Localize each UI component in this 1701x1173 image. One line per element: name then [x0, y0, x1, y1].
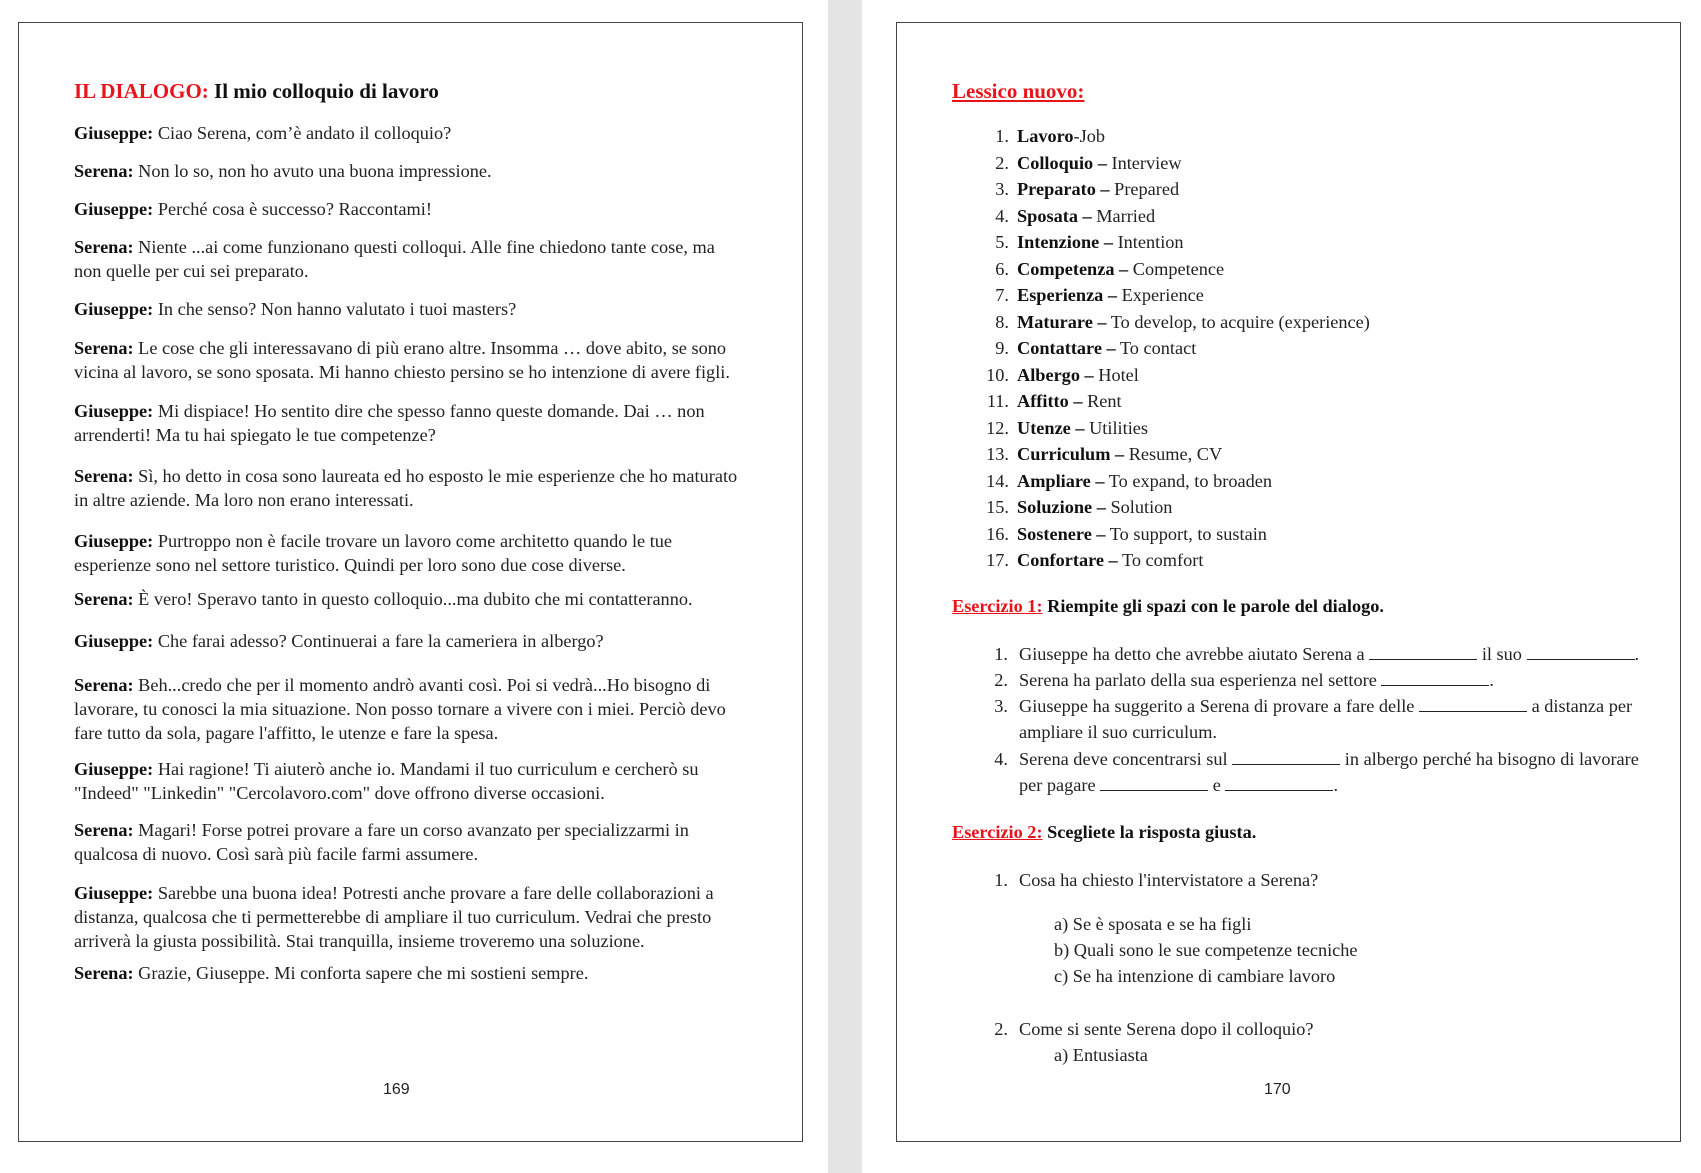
question-text: Cosa ha chiesto l'intervistatore a Serena? [1019, 870, 1319, 890]
item-text-part: e [1212, 775, 1221, 795]
vocab-item [982, 229, 1184, 256]
dialogue-line: lavorare, tu conosci la mia situazione. Non posso tornare a vivere con i miei. Perciò devo [74, 699, 726, 719]
vocab-meaning: Job [1079, 126, 1106, 146]
fill-blank[interactable] [1381, 667, 1489, 686]
fill-blank[interactable] [1100, 772, 1208, 791]
item-text-part: Giuseppe ha suggerito a Serena di provare a fare delle [1019, 696, 1415, 716]
vocab-item [982, 203, 1155, 230]
vocab-meaning: Utilities [1089, 417, 1148, 438]
dialogue-turn [74, 629, 814, 653]
vocab-item [982, 123, 1105, 150]
dialogue-line: "Indeed" "Linkedin" "Cercolavoro.com" dove offrono diverse occasioni. [74, 783, 605, 803]
vocab-number: 1. [995, 126, 1009, 146]
speaker-name: Giuseppe: [74, 199, 154, 219]
page-number: 169 [383, 1081, 410, 1098]
dialogue-line: Sì, ho detto in cosa sono laureata ed ho esposto le mie esperienze che ho maturato [138, 466, 738, 486]
dialogue-turn [74, 464, 814, 512]
dialogue-line: non quelle per cui sei preparato. [74, 261, 309, 281]
dialogue-turn [74, 818, 814, 866]
item-text-part: il suo [1481, 644, 1522, 664]
question-number: 1. [994, 870, 1008, 890]
vocab-item [982, 388, 1122, 415]
vocab-term: Contattare – [1017, 338, 1116, 358]
item-text-part: a distanza per [1531, 696, 1633, 716]
vocab-number: 15. [986, 497, 1009, 517]
speaker-name: Serena: [74, 589, 134, 609]
answer-option[interactable]: a) Se è sposata e se ha figli [1054, 914, 1252, 934]
vocab-number: 2. [995, 152, 1009, 173]
speaker-name: Serena: [74, 161, 134, 181]
vocab-meaning: Competence [1132, 258, 1225, 279]
dialogue-turn [74, 336, 814, 384]
vocab-number: 4. [995, 205, 1009, 226]
vocab-term: Preparato – [1017, 179, 1110, 199]
dialogue-line: distanza, qualcosa che ti permetterebbe di ampliare il tuo curriculum. Vedrai che presto [74, 907, 712, 927]
exercise-1-heading [952, 596, 1384, 617]
dialogue-line: Non lo so, non ho avuto una buona impressione. [138, 161, 492, 181]
item-text [1019, 746, 1639, 773]
item-text-part: . [1634, 644, 1640, 664]
vocab-term: Lavoro [1017, 126, 1074, 146]
dialogue-line: Ciao Serena, com’è andato il colloquio? [157, 123, 452, 143]
vocab-number: 16. [986, 523, 1009, 544]
speaker-name: Giuseppe: [74, 531, 154, 551]
vocab-meaning: Married [1096, 205, 1156, 226]
item-text: ampliare il suo curriculum. [1019, 722, 1217, 742]
dialogue-line: Perché cosa è successo? Raccontami! [157, 199, 432, 219]
vocab-item [982, 494, 1172, 521]
dialogue-turn [74, 673, 814, 745]
vocab-item [982, 282, 1204, 309]
dialogue-line: qualcosa di nuovo. Così sarà più facile farmi assumere. [74, 844, 479, 864]
vocab-item [982, 176, 1179, 203]
vocab-item [982, 150, 1182, 177]
vocab-term: Maturare – [1017, 311, 1107, 332]
dialogue-line: Magari! Forse potrei provare a fare un corso avanzato per specializzarmi in [138, 820, 689, 840]
page-number: 170 [1264, 1081, 1291, 1098]
vocab-meaning: To expand, to broaden [1108, 470, 1272, 491]
vocab-number: 12. [986, 417, 1009, 438]
item-text-part: in albergo perché ha bisogno di lavorare [1344, 749, 1639, 769]
page-gutter [828, 0, 862, 1173]
fill-blank[interactable] [1232, 746, 1340, 765]
vocab-term: Competenza – [1017, 258, 1129, 279]
exercise-1-instructions: Riempite gli spazi con le parole del dialogo. [1047, 596, 1384, 616]
item-number: 1. [994, 644, 1008, 664]
dialogue-line: vicina al lavoro, se sono sposata. Mi hanno chiesto persino se ho intenzione di avere figli. [74, 362, 730, 382]
vocab-number: 11. [986, 391, 1009, 411]
speaker-name: Giuseppe: [74, 883, 154, 903]
vocab-number: 3. [995, 179, 1009, 199]
fill-blank[interactable] [1527, 641, 1635, 660]
vocab-meaning: Experience [1121, 285, 1204, 305]
dialogue-line: Mi dispiace! Ho sentito dire che spesso fanno queste domande. Dai … non [157, 401, 705, 421]
page-170 [896, 22, 1681, 1142]
dialogue-title-label: IL DIALOGO: [74, 79, 209, 103]
dialogue-line: Grazie, Giuseppe. Mi conforta sapere che mi sostieni sempre. [138, 963, 589, 983]
item-text [1019, 693, 1632, 720]
vocab-item [982, 521, 1267, 548]
item-text-part: Giuseppe ha detto che avrebbe aiutato Serena a [1019, 644, 1365, 664]
speaker-name: Serena: [74, 338, 134, 358]
dialogue-turn [74, 159, 814, 183]
vocab-item [982, 441, 1222, 468]
vocab-number: 7. [995, 285, 1009, 305]
vocab-item [982, 547, 1203, 574]
item-text-part: Serena ha parlato della sua esperienza nel settore [1019, 670, 1377, 690]
answer-option[interactable]: c) Se ha intenzione di cambiare lavoro [1054, 966, 1336, 986]
vocab-term: Albergo – [1017, 364, 1094, 385]
vocab-number: 8. [995, 311, 1009, 332]
item-number: 3. [994, 696, 1008, 716]
question-text: Come si sente Serena dopo il colloquio? [1019, 1019, 1314, 1039]
fill-blank[interactable] [1369, 641, 1477, 660]
exercise-2-label: Esercizio 2: [952, 822, 1043, 842]
speaker-name: Giuseppe: [74, 759, 154, 779]
dialogue-line: Che farai adesso? Continuerai a fare la cameriera in albergo? [157, 631, 604, 651]
speaker-name: Serena: [74, 820, 134, 840]
item-number: 2. [994, 670, 1008, 690]
vocab-term: Esperienza – [1017, 285, 1118, 305]
vocab-term: Colloquio – [1017, 152, 1107, 173]
vocab-number: 10. [986, 364, 1009, 385]
vocab-item [982, 415, 1148, 442]
dialogue-line: arriverà la giusta possibilità. Stai tranquilla, insieme troveremo una soluzione. [74, 931, 645, 951]
vocab-term: Soluzione – [1017, 497, 1106, 517]
dialogue-line: fare tutto da sola, pagare l'affitto, le utenze e fare la spesa. [74, 723, 499, 743]
speaker-name: Giuseppe: [74, 299, 154, 319]
item-text [1019, 667, 1494, 694]
dialogue-line: Le cose che gli interessavano di più erano altre. Insomma … dove abito, se sono [138, 338, 727, 358]
vocab-title: Lessico nuovo: [952, 79, 1085, 103]
dialogue-title [74, 79, 439, 104]
vocab-meaning: To develop, to acquire (experience) [1110, 311, 1370, 332]
vocab-number: 17. [986, 550, 1009, 570]
dialogue-turn [74, 529, 814, 577]
vocab-number: 5. [995, 232, 1009, 252]
fill-blank[interactable] [1225, 772, 1333, 791]
vocab-number: 13. [986, 444, 1009, 464]
vocab-number: 14. [986, 470, 1009, 491]
vocab-term: Utenze – [1017, 417, 1085, 438]
speaker-name: Serena: [74, 675, 134, 695]
item-text-part: Serena deve concentrarsi sul [1019, 749, 1228, 769]
dialogue-line: esperienze sono nel settore turistico. Quindi per loro sono due cose diverse. [74, 555, 626, 575]
dialogue-line: In che senso? Non hanno valutato i tuoi masters? [157, 299, 517, 319]
dialogue-line: Hai ragione! Ti aiuterò anche io. Mandami il tuo curriculum e cercherò su [157, 759, 699, 779]
answer-option[interactable]: a) Entusiasta [1054, 1045, 1148, 1065]
dialogue-title-text: Il mio colloquio di lavoro [214, 79, 439, 103]
speaker-name: Giuseppe: [74, 401, 154, 421]
page-169 [18, 22, 803, 1142]
question-number: 2. [994, 1019, 1008, 1039]
vocab-meaning: Interview [1111, 152, 1182, 173]
dialogue-turn [74, 881, 814, 953]
answer-option[interactable]: b) Quali sono le sue competenze tecniche [1054, 940, 1358, 960]
vocab-term: Intenzione – [1017, 232, 1113, 252]
dialogue-line: È vero! Speravo tanto in questo colloquio...ma dubito che mi contatteranno. [138, 589, 693, 609]
vocab-number: 9. [995, 338, 1009, 358]
item-text-part: . [1489, 670, 1494, 690]
fill-blank[interactable] [1419, 693, 1527, 712]
item-text [1019, 641, 1639, 668]
dialogue-turn [74, 235, 814, 283]
vocab-item [982, 309, 1370, 336]
vocab-meaning: To support, to sustain [1109, 523, 1267, 544]
vocab-item [982, 256, 1224, 283]
vocab-meaning: Solution [1110, 497, 1173, 517]
speaker-name: Serena: [74, 466, 134, 486]
dialogue-line: Beh...credo che per il momento andrò avanti così. Poi si vedrà...Ho bisogno di [138, 675, 711, 695]
vocab-meaning: To comfort [1121, 550, 1204, 570]
speaker-name: Giuseppe: [74, 631, 154, 651]
vocab-meaning: Intention [1117, 232, 1184, 252]
dialogue-line: Niente ...ai come funzionano questi colloqui. Alle fine chiedono tante cose, ma [138, 237, 715, 257]
dialogue-turn [74, 961, 814, 985]
dialogue-turn [74, 297, 814, 321]
item-text-part: . [1333, 775, 1339, 795]
vocab-meaning: To contact [1119, 338, 1197, 358]
speaker-name: Giuseppe: [74, 123, 154, 143]
dialogue-turn [74, 121, 814, 145]
vocab-term: Affitto – [1017, 391, 1083, 411]
item-text [1019, 772, 1338, 799]
item-text-part: per pagare [1019, 775, 1096, 795]
exercise-2-instructions: Scegliete la risposta giusta. [1047, 822, 1257, 842]
item-number: 4. [994, 749, 1008, 769]
vocab-meaning: Resume, CV [1128, 444, 1223, 464]
vocab-term: Curriculum – [1017, 444, 1125, 464]
vocab-separator: - [1073, 126, 1080, 146]
dialogue-line: Sarebbe una buona idea! Potresti anche provare a fare delle collaborazioni a [157, 883, 714, 903]
vocab-meaning: Prepared [1114, 179, 1180, 199]
vocab-term: Sposata – [1017, 205, 1092, 226]
vocab-meaning: Rent [1087, 391, 1122, 411]
exercise-2-heading [952, 822, 1256, 843]
dialogue-turn [74, 197, 814, 221]
vocab-term: Confortare – [1017, 550, 1118, 570]
dialogue-turn [74, 587, 814, 611]
vocab-item [982, 362, 1139, 389]
speaker-name: Serena: [74, 237, 134, 257]
vocab-item [982, 468, 1272, 495]
speaker-name: Serena: [74, 963, 134, 983]
dialogue-line: in altre aziende. Ma loro non erano interessati. [74, 490, 414, 510]
vocab-term: Ampliare – [1017, 470, 1105, 491]
vocab-term: Sostenere – [1017, 523, 1106, 544]
vocab-meaning: Hotel [1098, 364, 1139, 385]
dialogue-line: arrenderti! Ma tu hai spiegato le tue competenze? [74, 425, 436, 445]
vocab-number: 6. [995, 258, 1009, 279]
dialogue-turn [74, 757, 814, 805]
vocab-item [982, 335, 1196, 362]
exercise-1-label: Esercizio 1: [952, 596, 1043, 616]
dialogue-line: Purtroppo non è facile trovare un lavoro come architetto quando le tue [157, 531, 673, 551]
dialogue-turn [74, 399, 814, 447]
